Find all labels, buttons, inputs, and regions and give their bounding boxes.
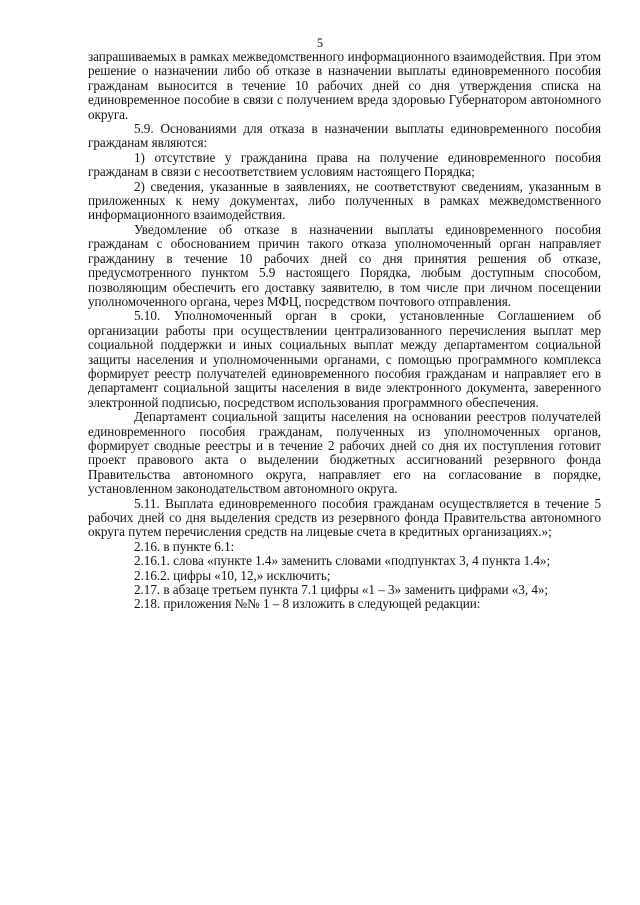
paragraph-2-17: 2.17. в абзаце третьем пункта 7.1 цифры «1 – 3» заменить цифрами «3, 4»; (134, 582, 549, 598)
paragraph-2-16-2: 2.16.2. цифры «10, 12,» исключить; (134, 567, 331, 583)
paragraph-department-registry: Департамент социальной защиты населения на основании реестров получателей единовременного пособия гражданам, полученных из уполномоченных органов, формирует сводные реестры и в течение 2 рабочих дней со дня их поступления готовит проект правового акта о выделении бюджетных ассигнований резервного фонда Правительства автономного округа, направляет его на согласование в порядке, установленном законодательством автономного округа. (88, 409, 601, 497)
page-number: 5 (316, 36, 324, 50)
paragraph-2-16-1: 2.16.1. слова «пункте 1.4» заменить словами «подпунктах 3, 4 пункта 1.4»; (134, 553, 551, 569)
paragraph-5-11: 5.11. Выплата единовременного пособия гражданам осуществляется в течение 5 рабочих дней со дня выделения средств из резервного фонда Правительства автономного округа путем перечисления средств на лицевые счета в кредитных организациях.»; (88, 495, 601, 540)
paragraph-5-9: 5.9. Основаниями для отказа в назначении выплаты единовременного пособия гражданам являются: (88, 121, 601, 151)
paragraph-2-18: 2.18. приложения №№ 1 – 8 изложить в следующей редакции: (134, 596, 481, 612)
paragraph-5-9-item-2: 2) сведения, указанные в заявлениях, не соответствуют сведениям, указанным в приложенных к нему документах, либо полученных в рамках межведомственного информационного взаимодействия. (88, 178, 601, 223)
document-body (88, 50, 601, 612)
paragraph-5-9-item-1: 1) отсутствие у гражданина права на получение единовременного пособия гражданам в связи с несоответствием условиям настоящего Порядка; (88, 149, 601, 180)
paragraph-continuation: запрашиваемых в рамках межведомственного информационного взаимодействия. При этом решение о назначении либо об отказе в назначении выплаты единовременного пособия гражданам выносится в течение 10 рабочих дней со дня утверждения списка на единовременное пособие в связи с получением вреда здоровью Губернатором автономного округа. (88, 49, 601, 122)
paragraph-2-16: 2.16. в пункте 6.1: (134, 538, 235, 554)
paragraph-5-10: 5.10. Уполномоченный орган в сроки, установленные Соглашением об организации работы при осуществлении централизованного перечисления выплат мер социальной поддержки и иных социальных выплат между департаментом социальной защиты населения и уполномоченными органами, с помощью программного комплекса формирует реестр получателей единовременного пособия гражданам и направляет его в департамент социальной защиты населения в виде электронного документа, заверенного электронной подписью, посредством использования программного обеспечения. (88, 308, 601, 410)
paragraph-refusal-notice: Уведомление об отказе в назначении выплаты единовременного пособия гражданам с обоснованием причин такого отказа уполномоченный орган направляет гражданину в течение 10 рабочих дней со дня принятия решения об отказе, предусмотренного пунктом 5.9 настоящего Порядка, любым доступным способом, позволяющим обеспечить его доставку заявителю, в том числе при личном посещении уполномоченного органа, через МФЦ, посредством почтового отправления. (88, 221, 601, 309)
